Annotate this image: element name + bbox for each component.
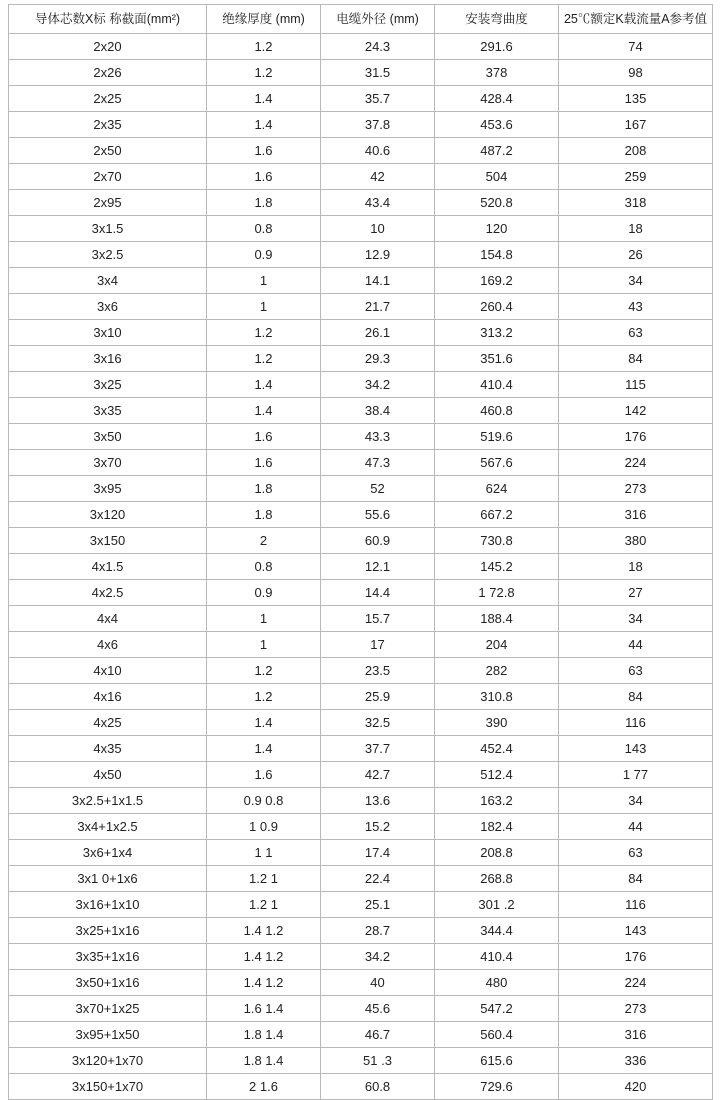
- table-row: [9, 606, 713, 632]
- table-row: [9, 86, 713, 112]
- cell-cable-outer-diameter: 51 .3: [321, 1048, 435, 1074]
- cell-cable-outer-diameter: 21.7: [321, 294, 435, 320]
- cell-cable-outer-diameter: 17.4: [321, 840, 435, 866]
- column-header-insulation-thickness: 绝缘厚度 (mm): [207, 5, 321, 34]
- cell-conductor-section: 4x16: [9, 684, 207, 710]
- cell-conductor-section: 2x95: [9, 190, 207, 216]
- cell-insulation-thickness: 0.8: [207, 216, 321, 242]
- cell-current-rating: 273: [559, 996, 713, 1022]
- cell-insulation-thickness: 1.2: [207, 684, 321, 710]
- cell-cable-outer-diameter: 32.5: [321, 710, 435, 736]
- column-header-cable-outer-diameter: 电缆外径 (mm): [321, 5, 435, 34]
- cell-insulation-thickness: 1.6 1.4: [207, 996, 321, 1022]
- cell-bending-radius: 282: [435, 658, 559, 684]
- cell-bending-radius: 567.6: [435, 450, 559, 476]
- cell-conductor-section: 3x25: [9, 372, 207, 398]
- table-row: [9, 736, 713, 762]
- cell-current-rating: 84: [559, 866, 713, 892]
- cell-bending-radius: 480: [435, 970, 559, 996]
- cell-current-rating: 1 77: [559, 762, 713, 788]
- table-row: [9, 866, 713, 892]
- cell-current-rating: 380: [559, 528, 713, 554]
- cell-conductor-section: 3x4+1x2.5: [9, 814, 207, 840]
- cell-cable-outer-diameter: 34.2: [321, 372, 435, 398]
- table-row: [9, 528, 713, 554]
- cell-cable-outer-diameter: 23.5: [321, 658, 435, 684]
- table-row: [9, 996, 713, 1022]
- cell-cable-outer-diameter: 37.8: [321, 112, 435, 138]
- cell-cable-outer-diameter: 37.7: [321, 736, 435, 762]
- cell-current-rating: 84: [559, 684, 713, 710]
- cell-bending-radius: 487.2: [435, 138, 559, 164]
- cell-conductor-section: 3x35+1x16: [9, 944, 207, 970]
- cell-current-rating: 44: [559, 632, 713, 658]
- cell-cable-outer-diameter: 17: [321, 632, 435, 658]
- cell-insulation-thickness: 1.6: [207, 138, 321, 164]
- cell-insulation-thickness: 0.8: [207, 554, 321, 580]
- cell-bending-radius: 512.4: [435, 762, 559, 788]
- table-row: [9, 242, 713, 268]
- cell-bending-radius: 452.4: [435, 736, 559, 762]
- cell-insulation-thickness: 1.4 1.2: [207, 944, 321, 970]
- cell-bending-radius: 428.4: [435, 86, 559, 112]
- cell-conductor-section: 4x4: [9, 606, 207, 632]
- cell-bending-radius: 182.4: [435, 814, 559, 840]
- column-header-bending-radius: 安装弯曲度: [435, 5, 559, 34]
- table-row: [9, 34, 713, 60]
- cell-bending-radius: 729.6: [435, 1074, 559, 1100]
- cell-bending-radius: 615.6: [435, 1048, 559, 1074]
- cell-bending-radius: 410.4: [435, 372, 559, 398]
- cell-current-rating: 63: [559, 658, 713, 684]
- cell-current-rating: 98: [559, 60, 713, 86]
- cell-current-rating: 273: [559, 476, 713, 502]
- cell-insulation-thickness: 1.2 1: [207, 866, 321, 892]
- table-row: [9, 164, 713, 190]
- table-row: [9, 788, 713, 814]
- cell-conductor-section: 2x20: [9, 34, 207, 60]
- cell-conductor-section: 3x120+1x70: [9, 1048, 207, 1074]
- cell-conductor-section: 4x6: [9, 632, 207, 658]
- cell-conductor-section: 3x6+1x4: [9, 840, 207, 866]
- cell-bending-radius: 547.2: [435, 996, 559, 1022]
- table-row: [9, 892, 713, 918]
- table-row: [9, 970, 713, 996]
- table-row: [9, 476, 713, 502]
- cell-cable-outer-diameter: 22.4: [321, 866, 435, 892]
- cell-current-rating: 115: [559, 372, 713, 398]
- cell-insulation-thickness: 1: [207, 606, 321, 632]
- cell-conductor-section: 3x70: [9, 450, 207, 476]
- cell-conductor-section: 4x35: [9, 736, 207, 762]
- cell-insulation-thickness: 1.6: [207, 762, 321, 788]
- cell-cable-outer-diameter: 45.6: [321, 996, 435, 1022]
- cell-cable-outer-diameter: 42.7: [321, 762, 435, 788]
- cell-cable-outer-diameter: 13.6: [321, 788, 435, 814]
- cell-conductor-section: 3x6: [9, 294, 207, 320]
- cell-cable-outer-diameter: 46.7: [321, 1022, 435, 1048]
- cell-conductor-section: 2x50: [9, 138, 207, 164]
- cell-current-rating: 143: [559, 736, 713, 762]
- cell-conductor-section: 3x2.5: [9, 242, 207, 268]
- cell-insulation-thickness: 1.4: [207, 112, 321, 138]
- cell-cable-outer-diameter: 29.3: [321, 346, 435, 372]
- cell-conductor-section: 3x2.5+1x1.5: [9, 788, 207, 814]
- cell-cable-outer-diameter: 15.2: [321, 814, 435, 840]
- table-row: [9, 60, 713, 86]
- cell-conductor-section: 3x150+1x70: [9, 1074, 207, 1100]
- table-row: [9, 450, 713, 476]
- cell-insulation-thickness: 1 0.9: [207, 814, 321, 840]
- cell-conductor-section: 3x10: [9, 320, 207, 346]
- cell-insulation-thickness: 1.8: [207, 190, 321, 216]
- cell-bending-radius: 730.8: [435, 528, 559, 554]
- cell-current-rating: 176: [559, 944, 713, 970]
- table-row: [9, 502, 713, 528]
- cell-bending-radius: 504: [435, 164, 559, 190]
- cell-bending-radius: 154.8: [435, 242, 559, 268]
- cell-cable-outer-diameter: 15.7: [321, 606, 435, 632]
- cell-current-rating: 208: [559, 138, 713, 164]
- cell-current-rating: 63: [559, 840, 713, 866]
- cell-bending-radius: 163.2: [435, 788, 559, 814]
- cell-cable-outer-diameter: 12.9: [321, 242, 435, 268]
- table-header-row: [9, 5, 713, 34]
- cell-insulation-thickness: 0.9: [207, 580, 321, 606]
- cell-insulation-thickness: 1.4: [207, 736, 321, 762]
- cell-conductor-section: 3x50+1x16: [9, 970, 207, 996]
- cell-current-rating: 176: [559, 424, 713, 450]
- cell-bending-radius: 169.2: [435, 268, 559, 294]
- cell-bending-radius: 460.8: [435, 398, 559, 424]
- cell-insulation-thickness: 1.2: [207, 60, 321, 86]
- cell-bending-radius: 188.4: [435, 606, 559, 632]
- table-row: [9, 658, 713, 684]
- cell-insulation-thickness: 1.8: [207, 502, 321, 528]
- cell-cable-outer-diameter: 26.1: [321, 320, 435, 346]
- cell-insulation-thickness: 1.8 1.4: [207, 1022, 321, 1048]
- cell-conductor-section: 4x1.5: [9, 554, 207, 580]
- cell-conductor-section: 4x25: [9, 710, 207, 736]
- cell-cable-outer-diameter: 47.3: [321, 450, 435, 476]
- cell-conductor-section: 4x10: [9, 658, 207, 684]
- cell-insulation-thickness: 1: [207, 632, 321, 658]
- cell-cable-outer-diameter: 35.7: [321, 86, 435, 112]
- cell-cable-outer-diameter: 34.2: [321, 944, 435, 970]
- table-row: [9, 1022, 713, 1048]
- table-row: [9, 372, 713, 398]
- table-row: [9, 138, 713, 164]
- cell-bending-radius: 291.6: [435, 34, 559, 60]
- cell-current-rating: 318: [559, 190, 713, 216]
- cell-cable-outer-diameter: 52: [321, 476, 435, 502]
- cell-current-rating: 34: [559, 788, 713, 814]
- cell-conductor-section: 3x4: [9, 268, 207, 294]
- column-header-conductor-section: 导体芯数X标 称截面(mm²): [9, 5, 207, 34]
- cell-insulation-thickness: 1.6: [207, 424, 321, 450]
- cell-current-rating: 142: [559, 398, 713, 424]
- cell-conductor-section: 3x25+1x16: [9, 918, 207, 944]
- cell-insulation-thickness: 0.9 0.8: [207, 788, 321, 814]
- cell-bending-radius: 519.6: [435, 424, 559, 450]
- cell-bending-radius: 453.6: [435, 112, 559, 138]
- table-row: [9, 762, 713, 788]
- cell-current-rating: 167: [559, 112, 713, 138]
- cell-bending-radius: 313.2: [435, 320, 559, 346]
- cell-current-rating: 259: [559, 164, 713, 190]
- cell-insulation-thickness: 1.2: [207, 346, 321, 372]
- cell-conductor-section: 2x25: [9, 86, 207, 112]
- cell-conductor-section: 3x35: [9, 398, 207, 424]
- cell-cable-outer-diameter: 60.8: [321, 1074, 435, 1100]
- table-row: [9, 580, 713, 606]
- cell-current-rating: 116: [559, 892, 713, 918]
- cell-cable-outer-diameter: 10: [321, 216, 435, 242]
- cell-current-rating: 420: [559, 1074, 713, 1100]
- cell-insulation-thickness: 1.4 1.2: [207, 970, 321, 996]
- cell-bending-radius: 351.6: [435, 346, 559, 372]
- cell-conductor-section: 3x95: [9, 476, 207, 502]
- cell-current-rating: 27: [559, 580, 713, 606]
- table-row: [9, 216, 713, 242]
- cell-conductor-section: 3x95+1x50: [9, 1022, 207, 1048]
- cell-current-rating: 18: [559, 216, 713, 242]
- table-row: [9, 1048, 713, 1074]
- cell-insulation-thickness: 1: [207, 268, 321, 294]
- cell-conductor-section: 3x50: [9, 424, 207, 450]
- cell-cable-outer-diameter: 40: [321, 970, 435, 996]
- cell-insulation-thickness: 1 1: [207, 840, 321, 866]
- cell-current-rating: 316: [559, 1022, 713, 1048]
- table-row: [9, 346, 713, 372]
- cell-bending-radius: 204: [435, 632, 559, 658]
- cell-bending-radius: 1 72.8: [435, 580, 559, 606]
- cell-cable-outer-diameter: 43.3: [321, 424, 435, 450]
- cell-bending-radius: 145.2: [435, 554, 559, 580]
- cell-insulation-thickness: 1.8: [207, 476, 321, 502]
- cell-bending-radius: 410.4: [435, 944, 559, 970]
- table-row: [9, 320, 713, 346]
- cell-cable-outer-diameter: 14.1: [321, 268, 435, 294]
- table-row: [9, 632, 713, 658]
- table-header: [9, 5, 713, 34]
- cell-conductor-section: 3x1.5: [9, 216, 207, 242]
- cell-insulation-thickness: 1.4: [207, 398, 321, 424]
- column-header-current-rating: 25℃额定K载流量A参考值: [559, 5, 713, 34]
- cell-insulation-thickness: 1.2 1: [207, 892, 321, 918]
- cell-current-rating: 224: [559, 450, 713, 476]
- table-row: [9, 944, 713, 970]
- cell-current-rating: 63: [559, 320, 713, 346]
- cell-current-rating: 34: [559, 606, 713, 632]
- cell-current-rating: 143: [559, 918, 713, 944]
- cell-cable-outer-diameter: 40.6: [321, 138, 435, 164]
- cell-cable-outer-diameter: 28.7: [321, 918, 435, 944]
- cell-current-rating: 135: [559, 86, 713, 112]
- table-row: [9, 710, 713, 736]
- cell-current-rating: 43: [559, 294, 713, 320]
- cell-insulation-thickness: 1: [207, 294, 321, 320]
- cell-current-rating: 224: [559, 970, 713, 996]
- cell-insulation-thickness: 1.2: [207, 320, 321, 346]
- cell-cable-outer-diameter: 43.4: [321, 190, 435, 216]
- cell-current-rating: 74: [559, 34, 713, 60]
- cell-current-rating: 84: [559, 346, 713, 372]
- cell-insulation-thickness: 1.8 1.4: [207, 1048, 321, 1074]
- cell-bending-radius: 378: [435, 60, 559, 86]
- cell-conductor-section: 3x16: [9, 346, 207, 372]
- cell-current-rating: 34: [559, 268, 713, 294]
- cell-insulation-thickness: 0.9: [207, 242, 321, 268]
- table-row: [9, 1074, 713, 1100]
- table-row: [9, 398, 713, 424]
- cell-cable-outer-diameter: 14.4: [321, 580, 435, 606]
- table-row: [9, 424, 713, 450]
- cell-cable-outer-diameter: 25.9: [321, 684, 435, 710]
- cell-conductor-section: 4x2.5: [9, 580, 207, 606]
- cell-cable-outer-diameter: 55.6: [321, 502, 435, 528]
- cell-current-rating: 26: [559, 242, 713, 268]
- cell-bending-radius: 260.4: [435, 294, 559, 320]
- cell-bending-radius: 208.8: [435, 840, 559, 866]
- table-row: [9, 112, 713, 138]
- table-row: [9, 918, 713, 944]
- cell-current-rating: 18: [559, 554, 713, 580]
- cell-insulation-thickness: 1.2: [207, 34, 321, 60]
- cell-cable-outer-diameter: 12.1: [321, 554, 435, 580]
- cell-current-rating: 336: [559, 1048, 713, 1074]
- cell-insulation-thickness: 1.6: [207, 450, 321, 476]
- cell-bending-radius: 344.4: [435, 918, 559, 944]
- cell-insulation-thickness: 2: [207, 528, 321, 554]
- cell-bending-radius: 301 .2: [435, 892, 559, 918]
- cell-cable-outer-diameter: 38.4: [321, 398, 435, 424]
- cell-conductor-section: 2x35: [9, 112, 207, 138]
- table-row: [9, 190, 713, 216]
- cell-bending-radius: 520.8: [435, 190, 559, 216]
- cell-current-rating: 44: [559, 814, 713, 840]
- cell-cable-outer-diameter: 31.5: [321, 60, 435, 86]
- cell-bending-radius: 560.4: [435, 1022, 559, 1048]
- cell-insulation-thickness: 1.4 1.2: [207, 918, 321, 944]
- cell-insulation-thickness: 1.4: [207, 372, 321, 398]
- cell-conductor-section: 3x70+1x25: [9, 996, 207, 1022]
- cell-conductor-section: 2x26: [9, 60, 207, 86]
- cell-conductor-section: 3x1 0+1x6: [9, 866, 207, 892]
- table-body: [9, 34, 713, 1100]
- cell-current-rating: 116: [559, 710, 713, 736]
- cell-cable-outer-diameter: 25.1: [321, 892, 435, 918]
- cell-conductor-section: 3x16+1x10: [9, 892, 207, 918]
- cell-conductor-section: 3x120: [9, 502, 207, 528]
- table-row: [9, 554, 713, 580]
- cell-bending-radius: 268.8: [435, 866, 559, 892]
- cell-insulation-thickness: 1.2: [207, 658, 321, 684]
- cell-current-rating: 316: [559, 502, 713, 528]
- cell-bending-radius: 120: [435, 216, 559, 242]
- cell-insulation-thickness: 1.4: [207, 86, 321, 112]
- cell-cable-outer-diameter: 42: [321, 164, 435, 190]
- cell-cable-outer-diameter: 60.9: [321, 528, 435, 554]
- table-row: [9, 840, 713, 866]
- cable-specification-table: [8, 4, 713, 1100]
- cell-bending-radius: 390: [435, 710, 559, 736]
- cell-conductor-section: 2x70: [9, 164, 207, 190]
- cell-insulation-thickness: 1.6: [207, 164, 321, 190]
- cell-bending-radius: 624: [435, 476, 559, 502]
- cell-insulation-thickness: 2 1.6: [207, 1074, 321, 1100]
- table-row: [9, 268, 713, 294]
- cell-cable-outer-diameter: 24.3: [321, 34, 435, 60]
- cell-bending-radius: 667.2: [435, 502, 559, 528]
- table-row: [9, 294, 713, 320]
- table-row: [9, 684, 713, 710]
- table-row: [9, 814, 713, 840]
- cell-conductor-section: 3x150: [9, 528, 207, 554]
- cell-conductor-section: 4x50: [9, 762, 207, 788]
- cell-insulation-thickness: 1.4: [207, 710, 321, 736]
- cell-bending-radius: 310.8: [435, 684, 559, 710]
